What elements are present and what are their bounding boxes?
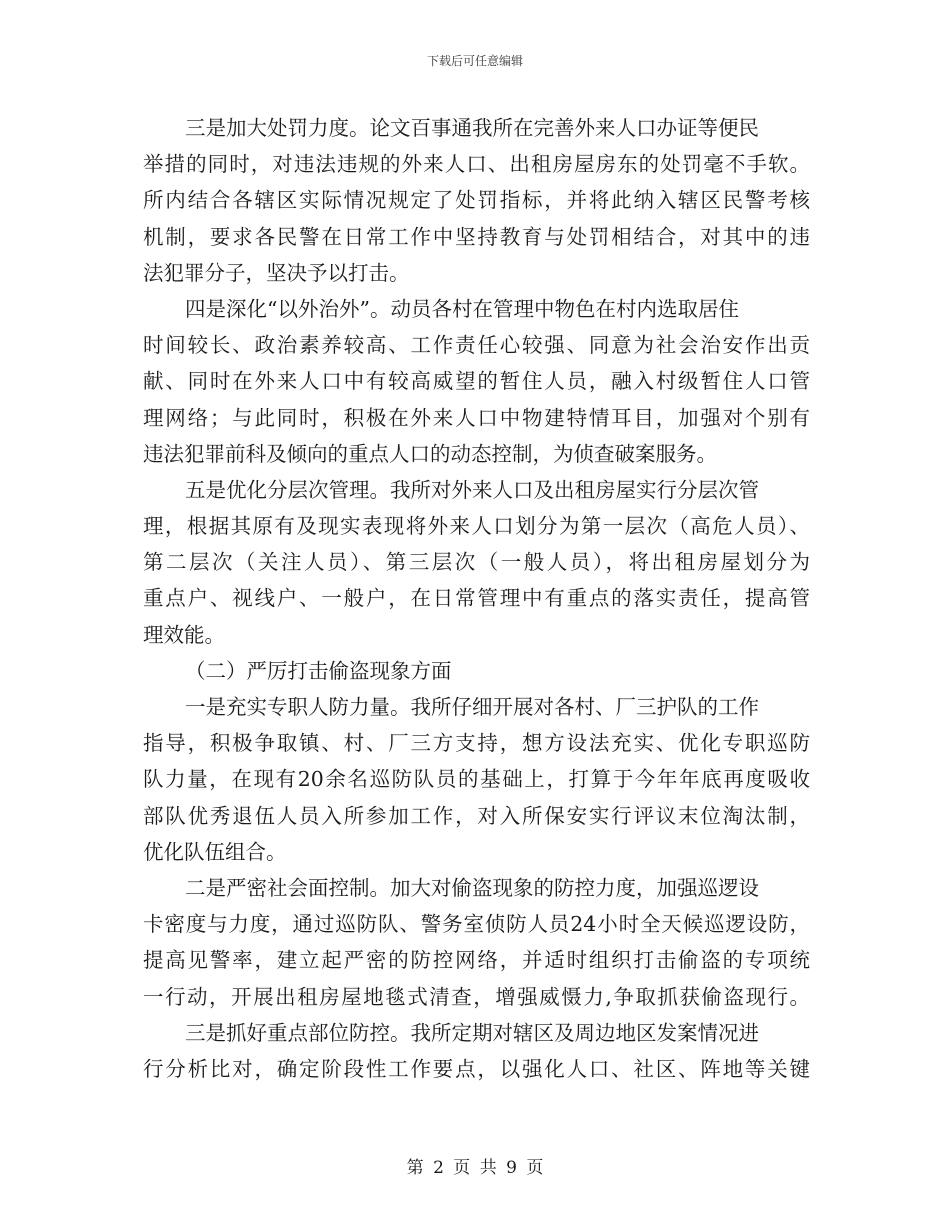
paragraph-line: 理效能。 bbox=[143, 622, 225, 647]
paragraph-line: 队力量，在现有20余名巡防队员的基础上，打算于今年年底再度吸收 bbox=[143, 767, 810, 792]
page-header: 下载后可任意编辑 bbox=[426, 54, 523, 68]
paragraph-line: 指导，积极争取镇、村、厂三方支持，想方设法充实、优化专职巡防 bbox=[143, 731, 810, 756]
paragraph-line: 时间较长、政治素养较高、工作责任心较强、同意为社会治安作出贡 bbox=[143, 333, 810, 358]
section-heading: （二）严厉打击偷盗现象方面 bbox=[185, 658, 452, 683]
paragraph-line: 一是充实专职人防力量。我所仔细开展对各村、厂三护队的工作 bbox=[185, 695, 759, 719]
page-number: 第 2 页 共 9 页 bbox=[406, 1158, 544, 1178]
paragraph-line: 举措的同时，对违法违规的外来人口、出租房屋房东的处罚毫不手软。 bbox=[143, 152, 810, 177]
paragraph-line: 三是抓好重点部位防控。我所定期对辖区及周边地区发案情况进 bbox=[185, 1020, 759, 1045]
paragraph-line: 一行动，开展出租房屋地毯式清查，增强威慑力,争取抓获偷盗现行。 bbox=[143, 984, 810, 1009]
paragraph-line: 理，根据其原有及现实表现将外来人口划分为第一层次（高危人员）、 bbox=[143, 514, 810, 539]
paragraph-line: 献、同时在外来人口中有较高威望的暂住人员，融入村级暂住人口管 bbox=[143, 369, 810, 394]
paragraph-line: 理网络；与此同时，积极在外来人口中物建特情耳目，加强对个别有 bbox=[143, 405, 810, 430]
paragraph-line: 重点户、视线户、一般户，在日常管理中有重点的落实责任，提高管 bbox=[143, 586, 810, 611]
paragraph-line: 违法犯罪前科及倾向的重点人口的动态控制，为侦查破案服务。 bbox=[143, 441, 717, 466]
paragraph-line: 第二层次（关注人员）、第三层次（一般人员），将出租房屋划分为 bbox=[143, 550, 810, 575]
document-body bbox=[143, 110, 810, 1087]
paragraph-line: 四是深化“以外治外”。动员各村在管理中物色在村内选取居住 bbox=[185, 296, 739, 321]
paragraph-line: 三是加大处罚力度。论文百事通我所在完善外来人口办证等便民 bbox=[185, 116, 759, 140]
paragraph-line: 所内结合各辖区实际情况规定了处罚指标，并将此纳入辖区民警考核 bbox=[143, 188, 810, 213]
paragraph-line: 五是优化分层次管理。我所对外来人口及出租房屋实行分层次管 bbox=[185, 477, 759, 502]
paragraph-line: 二是严密社会面控制。加大对偷盗现象的防控力度，加强巡逻设 bbox=[185, 875, 759, 900]
paragraph-line: 行分析比对，确定阶段性工作要点，以强化人口、社区、阵地等关键 bbox=[143, 1056, 810, 1081]
paragraph-line: 卡密度与力度，通过巡防队、警务室侦防人员24小时全天候巡逻设防， bbox=[143, 912, 810, 937]
paragraph-line: 法犯罪分子，坚决予以打击。 bbox=[143, 260, 410, 285]
paragraph-line: 部队优秀退伍人员入所参加工作，对入所保安实行评议末位淘汰制， bbox=[143, 803, 810, 828]
paragraph-line: 机制，要求各民警在日常工作中坚持教育与处罚相结合，对其中的违 bbox=[143, 224, 810, 249]
paragraph-line: 提高见警率，建立起严密的防控网络，并适时组织打击偷盗的专项统 bbox=[143, 948, 810, 973]
paragraph-line: 优化队伍组合。 bbox=[143, 839, 287, 864]
